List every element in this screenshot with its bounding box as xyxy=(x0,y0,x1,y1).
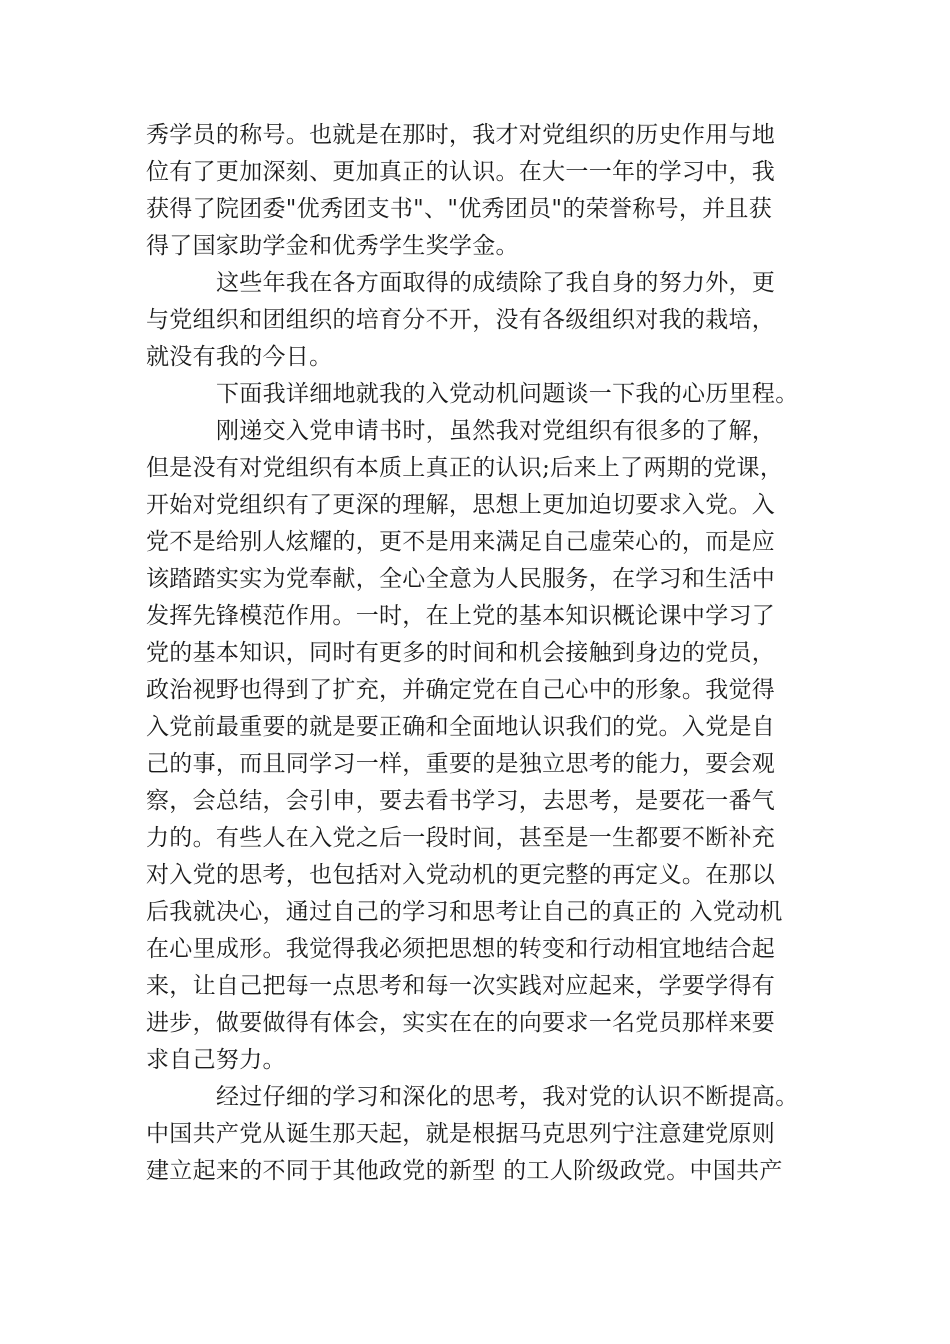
paragraph xyxy=(146,265,806,376)
paragraph xyxy=(146,376,806,413)
text-line: 后我就决心，通过自己的学习和思考让自己的真正的 入党动机 xyxy=(146,899,783,925)
text-line: 开始对党组织有了更深的理解，思想上更加迫切要求入党。入 xyxy=(146,492,776,518)
text-line: 与党组织和团组织的培育分不开，没有各级组织对我的栽培， xyxy=(146,307,776,333)
text-line: 力的。有些人在入党之后一段时间，甚至是一生都要不断补充 xyxy=(146,825,776,851)
paragraph xyxy=(146,117,806,265)
text-line: 刚递交入党申请书时，虽然我对党组织有很多的了解， xyxy=(216,418,776,444)
text-line: 求自己努力。 xyxy=(146,1047,286,1073)
text-line: 入党前最重要的就是要正确和全面地认识我们的党。入党是自 xyxy=(146,714,776,740)
text-line: 党不是给别人炫耀的，更不是用来满足自己虚荣心的，而是应 xyxy=(146,529,776,555)
text-line: 这些年我在各方面取得的成绩除了我自身的努力外，更 xyxy=(216,270,776,296)
paragraph xyxy=(146,1079,806,1190)
text-line: 建立起来的不同于其他政党的新型 的工人阶级政党。中国共产 xyxy=(146,1158,783,1184)
document-body xyxy=(146,117,806,1190)
text-line: 获得了院团委"优秀团支书"、"优秀团员"的荣誉称号，并且获 xyxy=(146,196,773,222)
text-line: 该踏踏实实为党奉献，全心全意为人民服务，在学习和生活中 xyxy=(146,566,776,592)
text-line: 但是没有对党组织有本质上真正的认识;后来上了两期的党课， xyxy=(146,455,784,481)
paragraph xyxy=(146,413,806,1079)
text-line: 就没有我的今日。 xyxy=(146,344,333,370)
text-line: 政治视野也得到了扩充，并确定党在自己心中的形象。我觉得 xyxy=(146,677,776,703)
text-line: 对入党的思考，也包括对入党动机的更完整的再定义。在那以 xyxy=(146,862,776,888)
text-line: 来，让自己把每一点思考和每一次实践对应起来，学要学得有 xyxy=(146,973,776,999)
text-line: 在心里成形。我觉得我必须把思想的转变和行动相宜地结合起 xyxy=(146,936,776,962)
text-line: 进步，做要做得有体会，实实在在的向要求一名党员那样来要 xyxy=(146,1010,776,1036)
text-line: 经过仔细的学习和深化的思考，我对党的认识不断提高。 xyxy=(216,1084,799,1110)
text-line: 己的事，而且同学习一样，重要的是独立思考的能力，要会观 xyxy=(146,751,776,777)
text-line: 察，会总结，会引申，要去看书学习，去思考，是要花一番气 xyxy=(146,788,776,814)
text-line: 位有了更加深刻、更加真正的认识。在大一一年的学习中，我 xyxy=(146,159,776,185)
text-line: 下面我详细地就我的入党动机问题谈一下我的心历里程。 xyxy=(216,381,799,407)
text-line: 中国共产党从诞生那天起，就是根据马克思列宁注意建党原则 xyxy=(146,1121,776,1147)
text-line: 得了国家助学金和优秀学生奖学金。 xyxy=(146,233,519,259)
text-line: 发挥先锋模范作用。一时，在上党的基本知识概论课中学习了 xyxy=(146,603,776,629)
text-line: 党的基本知识，同时有更多的时间和机会接触到身边的党员， xyxy=(146,640,776,666)
text-line: 秀学员的称号。也就是在那时，我才对党组织的历史作用与地 xyxy=(146,122,776,148)
